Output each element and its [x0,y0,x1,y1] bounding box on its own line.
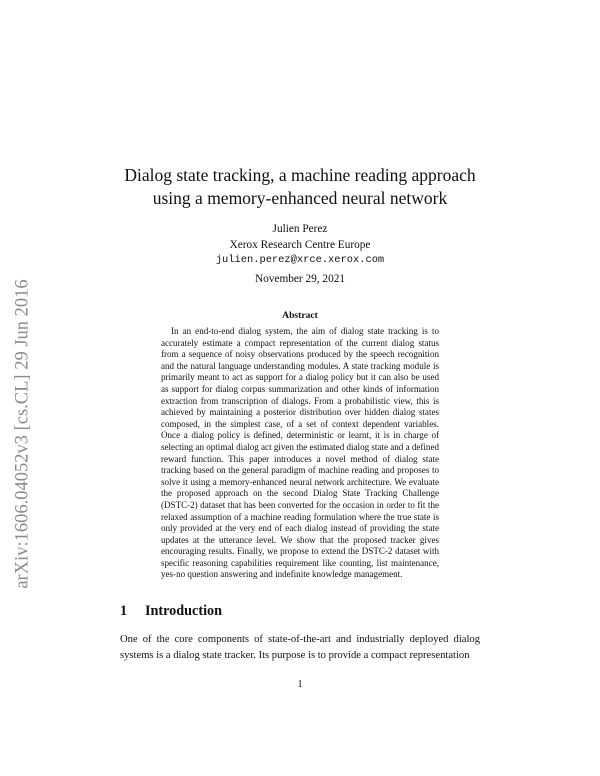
paper-title-line-2: using a memory-enhanced neural network [152,188,448,208]
page-number: 1 [297,679,303,690]
section-heading [120,603,222,620]
abstract-heading: Abstract [282,310,318,321]
abstract-text: In an end-to-end dialog system, the aim of dialog state tracking is to accurately estimate a compact representation of the current dialog status from a sequence of noisy observations produced by the speech recognition and the natural language understanding modules. A state tracking module is primarily meant to act as support for a dialog policy but it can also be used as support for dialog corpus summarization and other kinds of information extraction from transcription of dialogs. From a probabilistic view, this is achieved by maintaining a posterior distribution over hidden dialog states composed, in the simplest case, of a set of context dependent variables. Once a dialog policy is defined, deterministic or learnt, it is in charge of selecting an optimal dialog act given the estimated dialog state and a defined reward function. This paper introduces a novel method of dialog state tracking based on the general paradigm of machine reading and proposes to solve it using a memory-enhanced neural network architecture. We evaluate the proposed approach on the second Dialog State Tracking Challenge (DSTC-2) dataset that has been converted for the occasion in order to fit the relaxed assumption of a machine reading formulation where the true state is only provided at the very end of each dialog instead of providing the state updates at the utterance level. We show that the proposed tracker gives encouraging results. Finally, we propose to extend the DSTC-2 dataset with specific reasoning capabilities requirement like counting, list maintenance, yes-no question answering and indefinite knowledge management. [161,326,439,580]
section-number: 1 [120,603,128,619]
author-email: julien.perez@xrce.xerox.com [215,254,385,266]
paper-title-line-1: Dialog state tracking, a machine reading approach [124,165,476,185]
paper-date: November 29, 2021 [254,273,346,285]
author-affiliation: Xerox Research Centre Europe [229,238,371,251]
author-name: Julien Perez [272,223,328,235]
arxiv-side-stamp [8,208,38,660]
introduction-text: One of the core components of state-of-the-art and industrially deployed dialog systems is a dialog state tracker. Its purpose is to provide a compact representation [120,634,480,661]
paper-title [100,164,500,210]
author-block [100,222,500,269]
arxiv-identifier: arXiv:1606.04052v3 [cs.CL] 29 Jun 2016 [12,279,33,589]
section-title: Introduction [145,603,222,619]
